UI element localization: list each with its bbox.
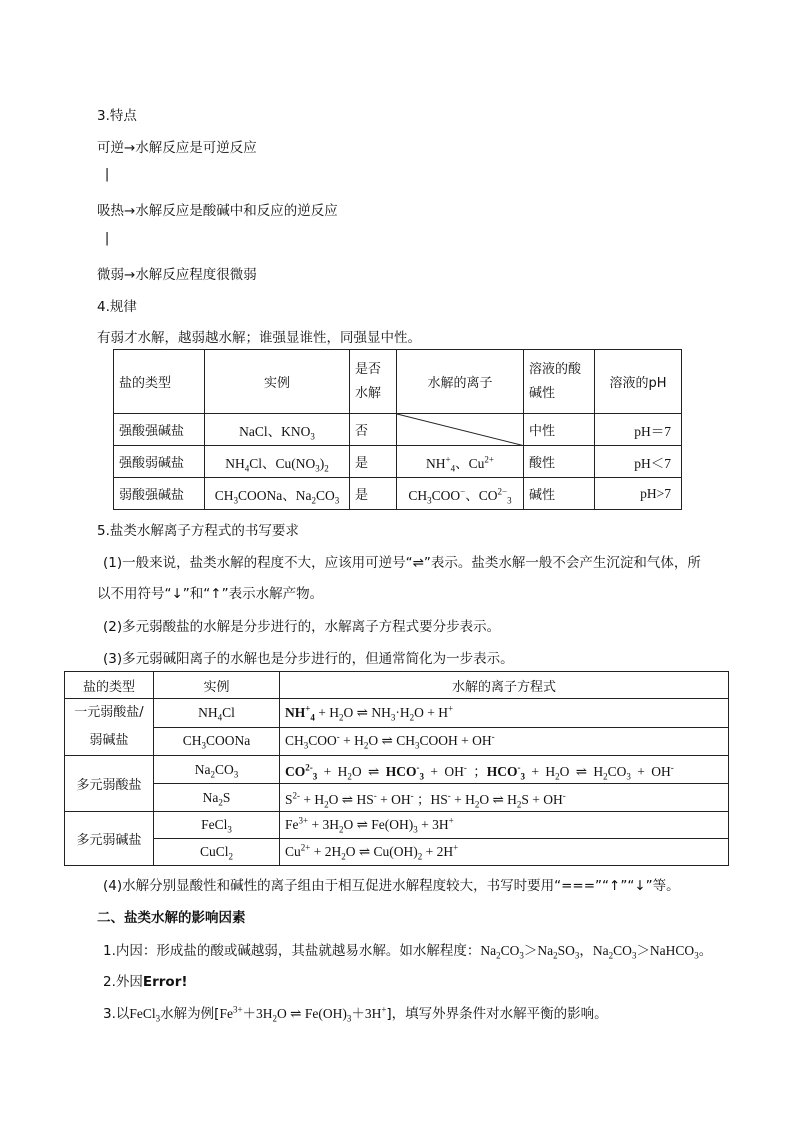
example-na2co3: $Na_2CO_3$ xyxy=(154,756,280,784)
header-example: 实例 xyxy=(154,672,280,699)
header-salt-type: 盐的类型 xyxy=(65,672,154,699)
row3-type: 弱酸强碱盐 xyxy=(114,478,205,510)
external-factor-label: 2.外因 xyxy=(103,974,143,990)
row2-hydrolyze: 是 xyxy=(350,446,397,478)
table-row xyxy=(114,414,682,446)
header-ph: 溶液的pH xyxy=(595,350,682,414)
feature-weak: 微弱→水解反应程度很微弱 xyxy=(97,267,257,283)
brace-bar-2: | xyxy=(103,230,112,246)
table-row xyxy=(65,756,729,784)
row3-ph: pH>7 xyxy=(595,478,682,510)
row1-ion-empty xyxy=(397,414,524,446)
diagonal-line xyxy=(397,414,525,446)
equation-cucl2: $Cu^{2+} + 2H_2O$ ⇌ $Cu(OH)_2 + 2H^+$ xyxy=(280,839,729,866)
row1-example: NaCl、$KNO_3$ xyxy=(205,414,350,446)
example-fecl3: FeCl$_3$ xyxy=(154,812,280,839)
equation-na2s: $S^{2-} + H_2O$ ⇌ HS- + OH- ；$HS^- + H_2O$ ⇌ $H_2S + OH^-$ xyxy=(280,784,729,812)
equation-nh4cl: $NH^+_4 + H_2O$ ⇌ $NH_3\cdot H_2O + H^+$ xyxy=(280,699,729,728)
hydrolysis-equation-table xyxy=(64,671,729,866)
feature-endothermic: 吸热→水解反应是酸碱中和反应的逆反应 xyxy=(97,203,338,219)
group-monobasic: 一元弱酸盐/弱碱盐 xyxy=(65,699,154,756)
table-row xyxy=(114,478,682,510)
row2-acidity: 酸性 xyxy=(524,446,595,478)
header-salt-type: 盐的类型 xyxy=(114,350,205,414)
table-header-row xyxy=(114,350,682,414)
row3-acidity: 碱性 xyxy=(524,478,595,510)
table-row xyxy=(65,699,729,728)
header-acidity: 溶液的酸碱性 xyxy=(524,350,595,414)
salt-type-table xyxy=(113,349,682,510)
equation-fecl3: $Fe^{3+} + 3H_2O$ ⇌ $Fe(OH)_3 + 3H^+$ xyxy=(280,812,729,839)
row3-ion: $CH_3COO^-$、$CO^{2-}_3$ xyxy=(397,478,524,510)
section-5-title: 5.盐类水解离子方程式的书写要求 xyxy=(97,523,299,539)
row2-example: $NH_4Cl$、$Cu(NO_3)_2$ xyxy=(205,446,350,478)
rule-1-line-b: 以不用符号“↓”和“↑”表示水解产物。 xyxy=(97,586,324,602)
error-text: Error! xyxy=(142,974,188,990)
example-na2s: $Na_2S$ xyxy=(154,784,280,812)
section-3-title: 3.特点 xyxy=(97,108,137,124)
table-header-row xyxy=(65,672,729,699)
feature-reversible: 可逆→水解反应是可逆反应 xyxy=(97,140,257,156)
table-row xyxy=(65,784,729,812)
internal-factor: 1.内因：形成盐的酸或碱越弱，其盐就越易水解。如水解程度：$Na_2CO_3>Na_2SO_3$，$Na_2CO_3>NaHCO_3$。 xyxy=(103,943,713,961)
section-two-title: 二、盐类水解的影响因素 xyxy=(97,910,246,926)
row2-ph: pH＜7 xyxy=(595,446,682,478)
equation-na2co3: $CO^{2-}_3 + H_2O$ ⇌ $HCO^-_3 + OH^-$ ；$HCO^-_3 + H_2O$ ⇌ $H_2CO_3 + OH^-$ xyxy=(280,756,729,784)
table-row xyxy=(65,727,729,756)
external-factor xyxy=(103,970,188,990)
header-ion: 水解的离子 xyxy=(397,350,524,414)
header-example: 实例 xyxy=(205,350,350,414)
section-4-title: 4.规律 xyxy=(97,299,137,315)
rule-4: (4)水解分别显酸性和碱性的离子组由于相互促进水解程度较大，书写时要用“===”“↑”“↓”等。 xyxy=(103,878,680,894)
fecl3-example: 3.以FeCl$_3$水解为例[$Fe^{3+}+3H_2O$ ⇌ $Fe(OH)_3+3H^+$]，填写外界条件对水解平衡的影响。 xyxy=(103,1004,608,1024)
table-row xyxy=(65,839,729,866)
example-nh4cl: $NH_4Cl$ xyxy=(154,699,280,728)
row1-acidity: 中性 xyxy=(524,414,595,446)
example-cucl2: CuCl$_2$ xyxy=(154,839,280,866)
table-row xyxy=(114,446,682,478)
header-hydrolyze: 是否水解 xyxy=(350,350,397,414)
example-ch3coona: $CH_3COONa$ xyxy=(154,727,280,756)
row1-ph: pH＝7 xyxy=(595,414,682,446)
row3-hydrolyze: 是 xyxy=(350,478,397,510)
row3-example: $CH_3COONa$、$Na_2CO_3$ xyxy=(205,478,350,510)
group-polybasic-acid: 多元弱酸盐 xyxy=(65,756,154,812)
rule-2: (2)多元弱酸盐的水解是分步进行的，水解离子方程式要分步表示。 xyxy=(103,619,501,635)
brace-bar-1: | xyxy=(103,166,112,182)
rule-1-line-a: (1)一般来说，盐类水解的程度不大，应该用可逆号“⇌”表示。盐类水解一般不会产生沉淀和气体，所 xyxy=(103,555,701,571)
group-polyacidic-base: 多元弱碱盐 xyxy=(65,812,154,866)
row2-type: 强酸弱碱盐 xyxy=(114,446,205,478)
rule-3: (3)多元弱碱阳离子的水解也是分步进行的，但通常简化为一步表示。 xyxy=(103,651,514,667)
header-equation: 水解的离子方程式 xyxy=(280,672,729,699)
hydrolysis-rule: 有弱才水解，越弱越水解；谁强显谁性，同强显中性。 xyxy=(97,330,421,346)
row2-ion: $NH^+_4$、$Cu^{2+}$ xyxy=(397,446,524,478)
row1-hydrolyze: 否 xyxy=(350,414,397,446)
equation-ch3coona: $CH_3COO^- + H_2O$ ⇌ $CH_3COOH + OH^-$ xyxy=(280,727,729,756)
table-row xyxy=(65,812,729,839)
row1-type: 强酸强碱盐 xyxy=(114,414,205,446)
